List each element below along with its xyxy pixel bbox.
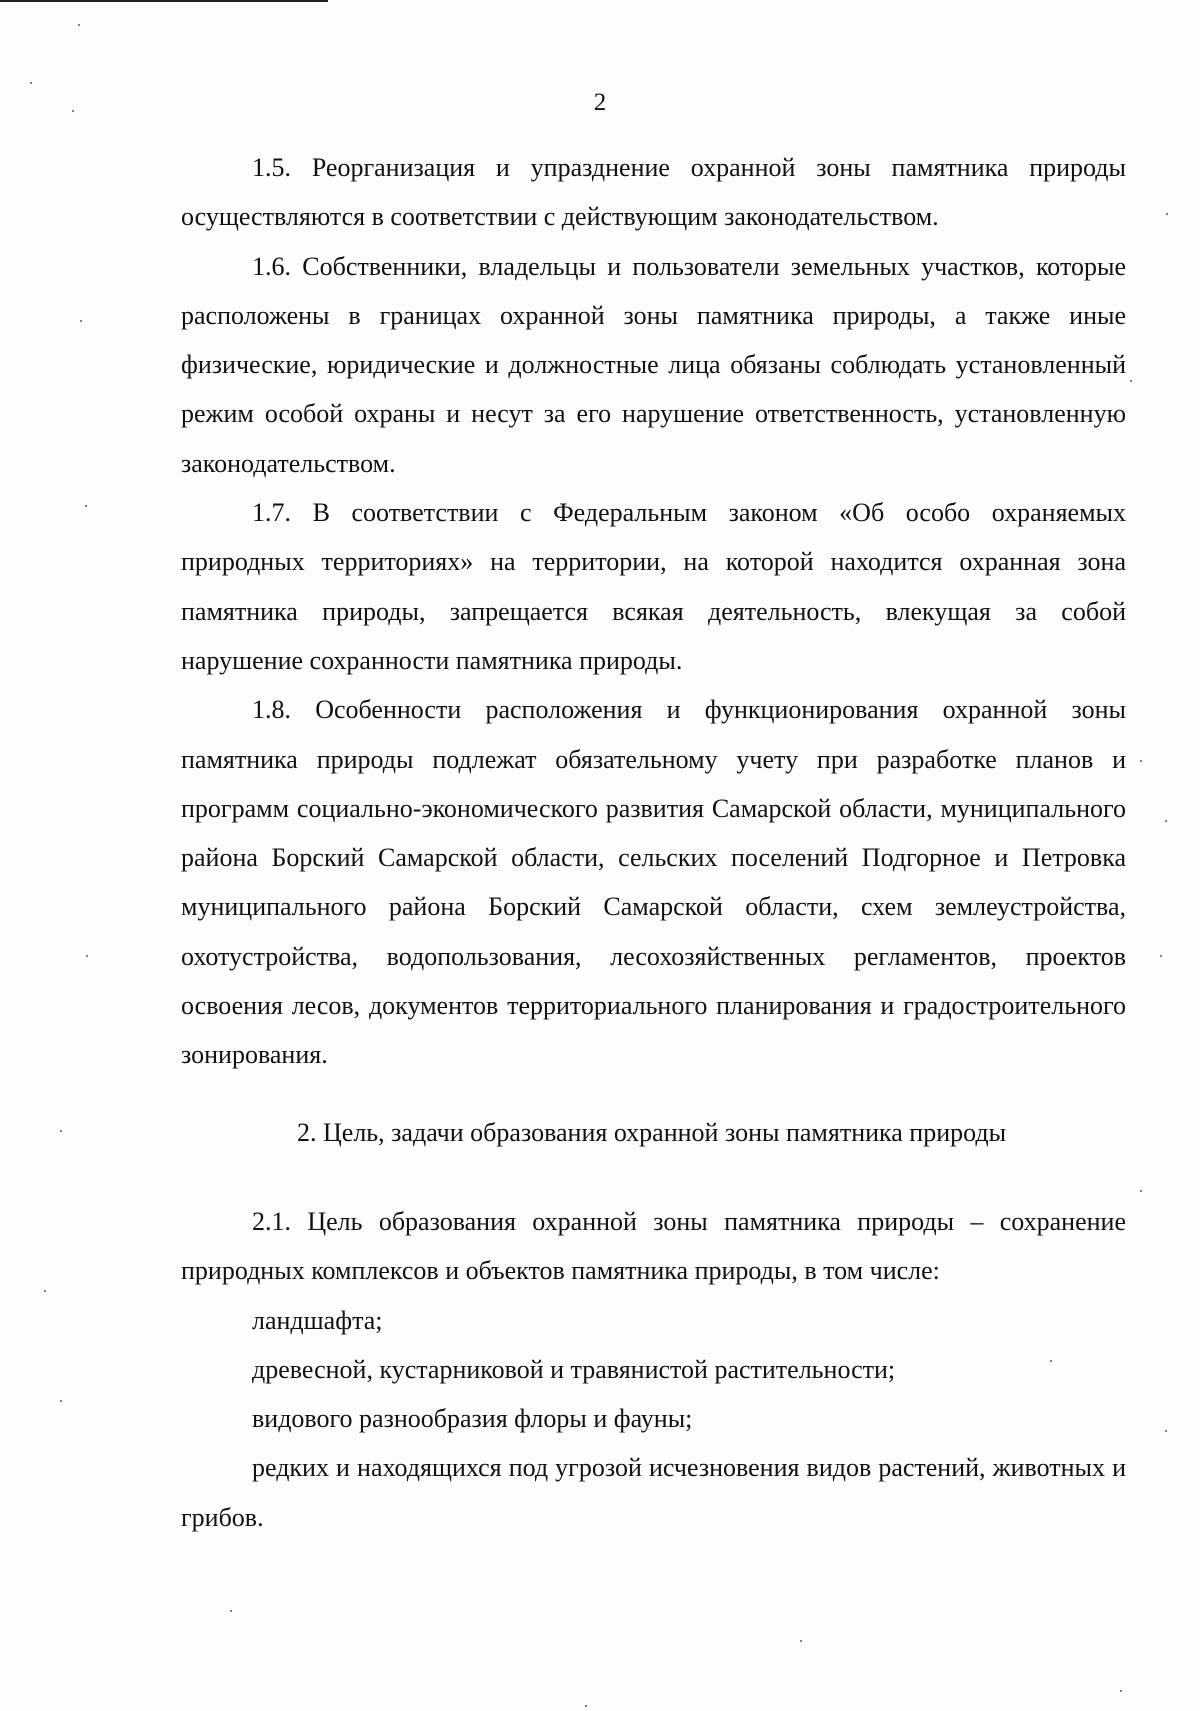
section-2-heading: 2. Цель, задачи образования охранной зоны памятника природы bbox=[297, 1118, 1007, 1147]
scan-speck bbox=[60, 1130, 62, 1132]
list-item-landscape: ландшафта; bbox=[252, 1305, 383, 1335]
scan-speck bbox=[44, 1290, 46, 1292]
scan-speck bbox=[1130, 380, 1132, 382]
paragraph-1-7: 1.7. В соответствии с Федеральным законом «Об особо охраняемых природных территориях» на территории, на которой находится охранная зона памятника природы, запрещается всякая деятельность, влекущая за собой нарушение сохранности памятника природы. bbox=[181, 498, 1126, 675]
scan-speck bbox=[86, 955, 88, 957]
scan-speck bbox=[30, 82, 32, 84]
list-item-rare-species: редких и находящихся под угрозой исчезновения видов растений, животных и грибов. bbox=[181, 1453, 1126, 1532]
scan-speck bbox=[1166, 213, 1168, 215]
scan-speck bbox=[1165, 820, 1167, 822]
paragraph-1-5: 1.5. Реорганизация и упразднение охранной зоны памятника природы осуществляются в соответствии с действующим законодательством. bbox=[181, 153, 1126, 232]
section-1-body bbox=[181, 143, 1126, 1080]
scan-speck bbox=[1165, 1430, 1167, 1432]
paragraph-1-8: 1.8. Особенности расположения и функционирования охранной зоны памятника природы подлежат обязательному учету при разработке планов и программ социально-экономического развития Самарской области, муниципального района Борский Самарской области, сельских поселений Подгорное и Петровка муниципального района Борский Самарской области, схем землеустройства, охотустройства, водопользования, лесохозяйственных регламентов, проектов освоения лесов, документов территориального планирования и градостроительного зонирования. bbox=[181, 695, 1126, 1070]
section-2-body bbox=[181, 1197, 1126, 1542]
scan-speck bbox=[800, 1640, 802, 1642]
list-item-vegetation: древесной, кустарниковой и травянистой растительности; bbox=[252, 1354, 896, 1384]
scan-speck bbox=[1140, 760, 1142, 762]
scan-speck bbox=[80, 320, 82, 322]
scan-speck bbox=[585, 1705, 587, 1707]
scan-speck bbox=[85, 505, 87, 507]
scan-speck bbox=[230, 1610, 232, 1612]
scan-speck bbox=[1140, 1190, 1142, 1192]
paragraph-1-6: 1.6. Собственники, владельцы и пользователи земельных участков, которые расположены в границах охранной зоны памятника природы, а также иные физические, юридические и должностные лица обязаны соблюдать установленный режим особой охраны и несут за его нарушение ответственность, установленную законодательством. bbox=[181, 251, 1126, 478]
page-number: 2 bbox=[593, 89, 607, 116]
scan-speck bbox=[1120, 1690, 1122, 1692]
scan-speck bbox=[1050, 1360, 1052, 1362]
paragraph-2-1: 2.1. Цель образования охранной зоны памятника природы – сохранение природных комплексов и объектов памятника природы, в том числе: bbox=[181, 1207, 1126, 1286]
scan-speck bbox=[1160, 955, 1162, 957]
scan-speck bbox=[78, 24, 80, 26]
scan-speck bbox=[72, 110, 74, 112]
list-item-biodiversity: видового разнообразия флоры и фауны; bbox=[252, 1404, 693, 1434]
scan-speck bbox=[60, 1400, 62, 1402]
top-rule bbox=[0, 0, 328, 2]
